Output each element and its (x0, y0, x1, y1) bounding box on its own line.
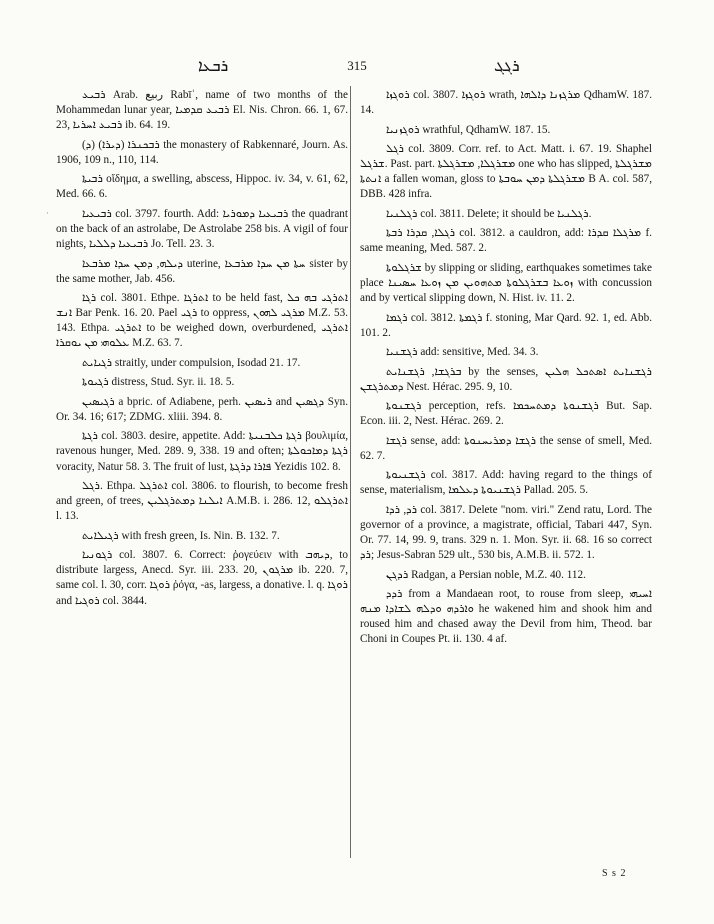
left-column (56, 88, 348, 858)
running-head-right: ܪܓܓ (494, 58, 520, 75)
dictionary-entry: ܪܓܝܣܝܢ a bpric. of Adiabene, perh. ܪܝܣܝܢ and ܕܓܣܝܢ Syn. Or. 34. 16; 617; ZDMG. xliii. 394. 8. (56, 395, 348, 423)
dictionary-entry: ܪܓܫܐ sense, add: ܪܓܫܐ ܕܡܪܝܚܢܘܬܐ the sense of smell, Med. 62. 7. (360, 434, 652, 462)
margin-mark: · (46, 208, 49, 218)
dictionary-entry: ܪܓܐ col. 3801. Ethpe. ܐܬܪܓܐ to be held fast, ܐܬܪܓܝ ܒܗ ܟܠ ܐܢܫ Bar Penk. 16. 20. Pael ܪܓܝ to oppress, ܡܪܓܝ ܠܗܘܢ M.Z. 53. 143. Ethpa. ܐܬܪܓܝ to be weighed down, overburdened, ܐܬܪܓܝ ܥܠܘܗܝ ܡܢ ܝܘܩܪܐ M.Z. 63. 7. (56, 292, 348, 350)
dictionary-entry: ܪܓܬܐ col. 3803. desire, appetite. Add: ܪܓܬܐ ܟܠܒܢܝܬܐ βουλιμία, ravenous hunger, Med. 289. 9, 338. 19 and often; ܪܓܬܐ ܕܡܐܟܘܠܬܐ voracity, Natur 58. 3. The fruit of lust, ܦܐܪܐ ܕܪܓܬܐ Yezidis 102. 8. (56, 430, 348, 473)
printer-signature: S s 2 (602, 868, 627, 879)
dictionary-entry: ܪܓܝܐܝܬ straitly, under compulsion, Isodad 21. 17. (82, 356, 301, 369)
page-number: 315 (347, 58, 367, 73)
dictionary-entry: ܪܕ, ܪܕܐ col. 3817. Delete "nom. viri." Zend ratu, Lord. The governor of a province, a magistrate, official, Tabari 447, Syn. Or. 77. 14, 99. 9, trans. 329 n. 1. Mon. Syr. ii. 68. 16 so correct ܪܕ; Jesus-Sabran 529 ult., 530 bis, A.M.B. ii. 572. 1. (360, 503, 652, 562)
dictionary-entry: ܪܘܓܙܐ col. 3807. ܪܘܓܙܐ wrath, ܡܪܓܙܢܐ ܕܐܠܗܐ QdhamW. 187. 14. (360, 89, 652, 117)
dictionary-entry: ܪܓܝܘܬܐ distress, Stud. Syr. ii. 18. 5. (82, 376, 235, 389)
dictionary-entry: ܫܪܓܠܘܬܐ by slipping or sliding, earthquakes sometimes take place ܙܘܥܐ ܒܫܪܓܠܘܬܐ ܡܬܗܘܝܢ ܡܢ ܙܘܥܐ ܚܣܝܢܐ with concussion and by vertical slipping down, N. Hist. iv. 11. 2. (360, 261, 652, 305)
right-column (360, 88, 652, 858)
dictionary-entry: ܪܒܝܥ Arab. ربيع Rabīʿ, name of two months of the Mohammedan lunar year, ܪܒܝܥ ܩܕܡܝܐ El. Nis. Chron. 66. 1, 67. 23, ܪܒܝܥ ܐܚܪܝܐ ib. 64. 19. (56, 89, 348, 132)
dictionary-entry: ܕܝܠܗ, ܕܡܢ ܚܕܐ ܡܪܒܥܐ uterine, ܚܬܐ ܡܢ ܚܕܐ ܡܪܒܥܐ sister by the same mother, Jab. 456. (56, 257, 348, 285)
dictionary-entry: ܪܓܘܢܝܐ col. 3807. 6. Correct: ῥογεύειν with ܕܝܗܒ, to distribute largess, Anecd. Syr. iii. 233. 20, ܡܪܓܘܢ ib. 220. 7, same col. l. 30, corr. ܪܘܓܐ ῥόγα, -as, largess, a donative. l. q. ܪܘܓܐ and ܪܘܓܝܐ col. 3844. (56, 549, 348, 607)
column-divider (350, 86, 351, 858)
dictionary-entry: ܪܓܠ. Ethpa. ܐܬܪܓܠ col. 3806. to flourish, to become fresh and green, of trees, ܐܝܠܢܐ ܕܡܬܪܓܠܝܢ A.M.B. i. 286. 12, ܐܬܪܓܠܘ l. 13. (56, 480, 348, 523)
dictionary-entry: (ܕ) ܪܒܟܢܪܐ (ܕܝܪܐ) the monastery of Rabkennaré, Journ. As. 1906, 109 n., 110, 114. (56, 138, 348, 166)
dictionary-entry: ܪܓܠ col. 3809. Corr. ref. to Act. Matt. i. 67. 19. Shaphel ܫܪܓܠ. Past. part. ܡܫܪܓܠܐ, ܡܫܪܓܠܬܐ one who has slipped, ܡܫܪܓܠܬܐ ܐܢܬܬܐ a fallen woman, gloss to ܡܫܪܓܠܬܐ ܕܡܢ ܚܘܒܬܐ B A. col. 587, DBB. 428 infra. (360, 143, 652, 201)
dictionary-entry: ܪܓܫܢܘܬܐ perception, refs. ܪܓܫܢܘܬܐ ܕܡܬܚܟܡܐ But. Sap. Econ. iii. 2, Nest. Hérac. 269. 2. (360, 400, 652, 428)
dictionary-entry: ܒܪܓܫܐ, ܪܓܫܢܐܝܬ by the senses, ܪܓܫܢܐܝܬ ܐܣܬܟܠ ܗܠܝܢ ܕܡܬܪܓܫܢ Nest. Hérac. 295. 9, 10. (360, 365, 652, 393)
dictionary-entry: ܪܒܝܬܐ οἴδημα, a swelling, abscess, Hippoc. iv. 34, v. 61, 62, Med. 66. 6. (56, 173, 348, 201)
dictionary-entry: ܪܓܠܢܝܐ col. 3811. Delete; it should be ܪܓܠܢܝܐ. (386, 207, 592, 220)
dictionary-entry: ܪܓܫܢܝܘܬܐ col. 3817. Add: having regard to the things of sense, materialism, ܪܓܫܢܝܘܬܐ ܕܥܠܡܐ Pallad. 205. 5. (360, 469, 652, 497)
running-head-left: ܪܒܥܐ (198, 58, 229, 75)
dictionary-entry: ܪܕܓܢ Radgan, a Persian noble, M.Z. 40. 112. (386, 568, 586, 581)
dictionary-entry: ܪܓܡܐ col. 3812. ܪܓܡܬܐ f. stoning, Mar Qard. 92. 1, ed. Abb. 101. 2. (360, 311, 652, 339)
dictionary-entry: ܪܓܠܐ, ܩܕܪܐ ܪܒܬܐ col. 3812. a cauldron, add: ܡܪܓܠܐ ܩܕܪܐ f. same meaning, Med. 587. 2. (360, 227, 652, 255)
dictionary-entry: ܪܕܕ from a Mandaean root, to rouse from sleep, ܐܚܝܗܝ ܘܐܪܕܗ ܘܕܠܗ ܠܫܐܕܐ ܡܢܗ he wakened him and shook him and roused him and chased away the Devil from him, Theod. bar Choni in Coupes Pt. ii. 130. 4 af. (360, 588, 652, 646)
dictionary-entry: ܪܓܝܠܐܝܬ with fresh green, Is. Nin. B. 132. 7. (82, 529, 280, 542)
dictionary-entry: ܪܘܓܙܢܝܐ wrathful, QdhamW. 187. 15. (386, 123, 551, 136)
dictionary-entry: ܪܒܝܥܝܐ col. 3797. fourth. Add: ܪܒܝܥܝܐ ܕܡܘܪܝܐ the quadrant on the back of an astrolabe, De Astrolabe 258 bis. A vigil of four nights, ܪܒܝܥܝܐ ܕܠܠܝܐ Jo. Tell. 23. 3. (56, 207, 348, 251)
dictionary-entry: ܪܓܫܢܝܐ add: sensitive, Med. 34. 3. (386, 346, 539, 359)
